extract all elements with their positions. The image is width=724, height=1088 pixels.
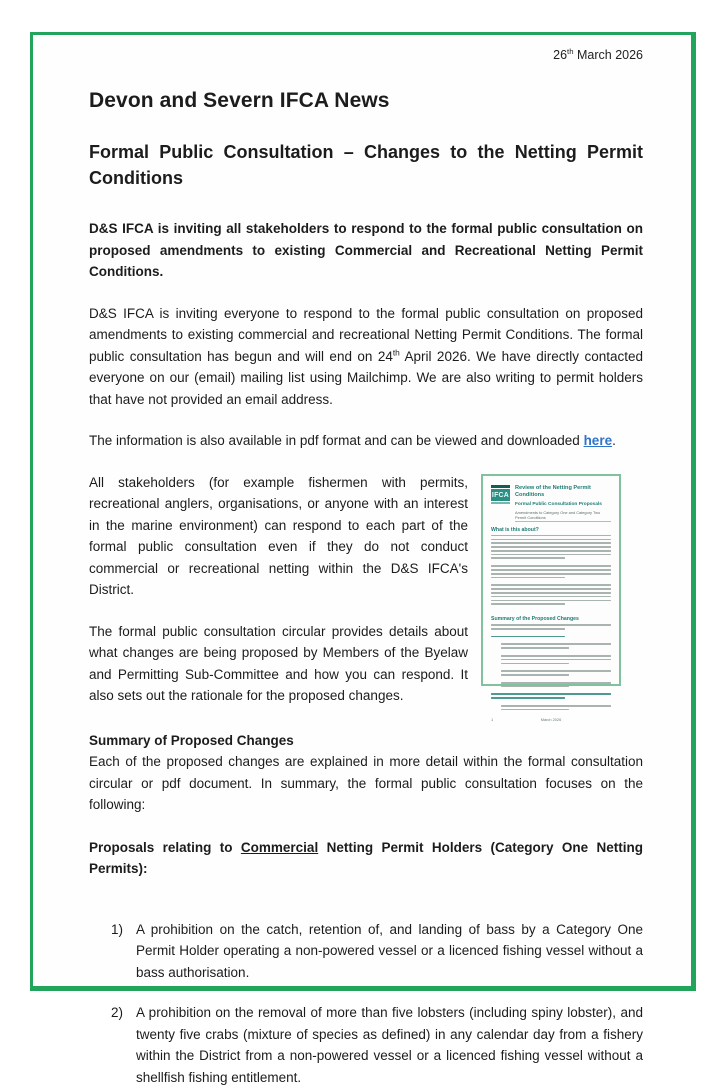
stakeholders-paragraph: All stakeholders (for example fishermen with permits, recreational anglers, organisations, or anyone with an interest in the marine environment) can respond to each part of the formal public consultation even if they do not conduct commercial or recreational netting within the D&S IFCA's District.	[89, 474, 468, 598]
thumbnail-titles	[515, 485, 611, 522]
proposals-heading-underlined: Commercial	[240, 839, 319, 855]
consultation-paragraph	[89, 303, 643, 411]
thumbnail-list-skeleton	[501, 655, 611, 666]
ifca-logo-bar	[491, 485, 510, 488]
proposals-heading	[89, 837, 643, 880]
date-rest: March 2026	[573, 48, 643, 62]
thumbnail-text-skeleton	[491, 565, 611, 580]
pdf-link-paragraph	[89, 430, 643, 452]
summary-heading: Summary of Proposed Changes	[89, 732, 294, 748]
thumbnail-text-skeleton	[491, 624, 611, 632]
thumbnail-title: Review of the Netting Permit Conditions	[515, 484, 591, 499]
thumbnail-list-skeleton	[501, 643, 611, 651]
thumbnail-list-skeleton	[501, 682, 611, 690]
intro-paragraph: D&S IFCA is inviting all stakeholders to respond to the formal public consultation on proposed amendments to existing Commercial and Recreational Netting Permit Conditions.	[89, 221, 643, 280]
date-day: 26	[553, 48, 568, 62]
thumbnail-section-heading-2: Summary of the Proposed Changes	[491, 616, 579, 623]
consultation-circular-thumbnail[interactable]	[481, 474, 621, 722]
pdf-text-before: The information is also available in pdf format and can be viewed and downloaded	[89, 433, 584, 449]
thumbnail-header	[491, 485, 611, 522]
thumbnail-list-skeleton	[501, 705, 611, 713]
pdf-text-after: .	[612, 433, 616, 449]
proposals-heading-a: Proposals relating to	[89, 839, 241, 855]
summary-paragraph: Each of the proposed changes are explained in more detail within the formal consultation circular or pdf document. In summary, the formal public consultation focuses on the following:	[89, 754, 643, 813]
document-content	[33, 35, 691, 1088]
deadline-ordinal-suffix: th	[392, 347, 400, 358]
date-ordinal-suffix: th	[567, 46, 574, 56]
thumbnail-list-skeleton	[501, 670, 611, 678]
ifca-logo	[491, 485, 510, 504]
thumbnail-text-skeleton	[491, 584, 611, 607]
ifca-logo-icon: IFCA	[491, 489, 510, 501]
consultation-text-b: April 2026. We have directly contacted everyone on our (email) mailing list using Mailchimp. We are also writing to permit holders that have not provided an email address.	[89, 348, 643, 407]
list-item-text: A prohibition on the removal of more than five lobsters (including spiny lobster), and twenty five crabs (mixture of species as defined) in any calendar day from a fishery within the District from a non-powered vessel or a licenced fishing vessel without a shellfish fishing entitlement.	[136, 1005, 643, 1085]
thumbnail-section-heading-1: What is this about?	[491, 526, 539, 533]
list-item-number: 1)	[111, 921, 124, 937]
thumbnail-subtitle: Formal Public Consultation Proposals	[515, 502, 602, 508]
consultation-text-a: D&S IFCA is inviting everyone to respond to the formal public consultation on proposed amendments to existing commercial and recreational Netting Permit Conditions. The formal public consultation has begun and will end on 24	[89, 305, 643, 364]
circular-details-paragraph: The formal public consultation circular provides details about what changes are being proposed by Members of the Byelaw and Permitting Sub-Committee and how you can respond. It also sets out the rationale for the proposed changes.	[89, 623, 468, 704]
article-heading: Formal Public Consultation – Changes to the Netting Permit Conditions	[89, 142, 643, 189]
page-border-frame	[30, 32, 696, 1085]
pdf-download-link[interactable]: here	[583, 433, 613, 449]
ifca-logo-footer-bar	[491, 502, 510, 504]
list-item	[89, 919, 643, 984]
wrap-section	[89, 472, 643, 722]
thumbnail-page-number: 1	[491, 716, 494, 722]
page-title: Devon and Severn IFCA News	[89, 89, 390, 112]
thumbnail-footer-date: March 2026	[540, 716, 562, 722]
list-item	[89, 1002, 643, 1088]
list-item-number: 2)	[111, 1005, 124, 1021]
thumbnail-teal-heading-skeleton	[491, 636, 611, 640]
document-date	[89, 48, 643, 62]
thumbnail-footer	[491, 717, 611, 722]
thumbnail-text-skeleton	[491, 535, 611, 561]
proposals-heading-b: Netting Permit Holders (Category One Netting Permits):	[89, 839, 643, 877]
thumbnail-teal-heading-skeleton	[491, 693, 611, 701]
list-item-text: A prohibition on the catch, retention of, and landing of bass by a Category One Permit Holder operating a non-powered vessel or a licenced fishing vessel without a bass authorisation.	[136, 921, 643, 980]
thumbnail-caption: Amendments to Category One and Category Two Permit Conditions	[515, 510, 611, 522]
proposals-list	[89, 919, 643, 1088]
